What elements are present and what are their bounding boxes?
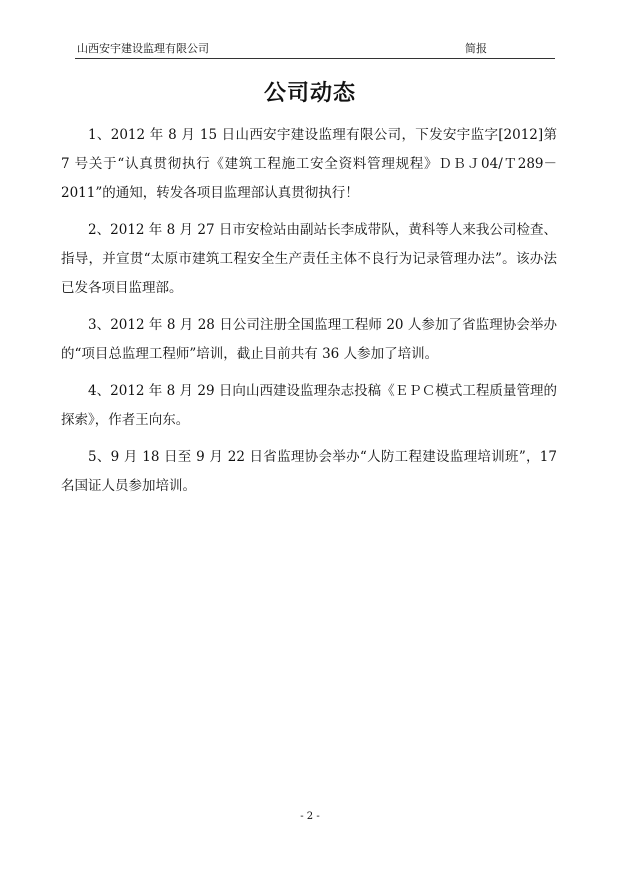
news-item-3: 3、2012 年 8 月 28 日公司注册全国监理工程师 20 人参加了省监理协会举办的“项目总监理工程师”培训，截止目前共有 36 人参加了培训。 <box>61 317 557 362</box>
news-item-5: 5、9 月 18 日至 9 月 22 日省监理协会举办“人防工程建设监理培训班”，17 名国证人员参加培训。 <box>61 449 557 494</box>
header-report-label: 简报 <box>465 42 487 55</box>
page-title: 公司动态 <box>263 81 356 106</box>
news-item-1: 1、2012 年 8 月 15 日山西安宇建设监理有限公司，下发安宇监字[2012]第 7 号关于“认真贯彻执行《建筑工程施工安全资料管理规程》ＤＢＪ04/Ｔ289－2011”的通知，转发各项目监理部认真贯彻执行！ <box>61 127 557 201</box>
header-company-name: 山西安宇建设监理有限公司 <box>77 42 209 55</box>
page-number: - 2 - <box>300 811 320 822</box>
news-content <box>61 121 557 509</box>
page-header <box>75 40 555 59</box>
news-item-2: 2、2012 年 8 月 27 日市安检站由副站长李成带队，黄科等人来我公司检查、指导，并宣贯“太原市建筑工程安全生产责任主体不良行为记录管理办法”。该办法已发各项目监理部。 <box>61 222 557 296</box>
news-item-4: 4、2012 年 8 月 29 日向山西建设监理杂志投稿《ＥＰＣ模式工程质量管理的探索》，作者王向东。 <box>61 383 557 428</box>
